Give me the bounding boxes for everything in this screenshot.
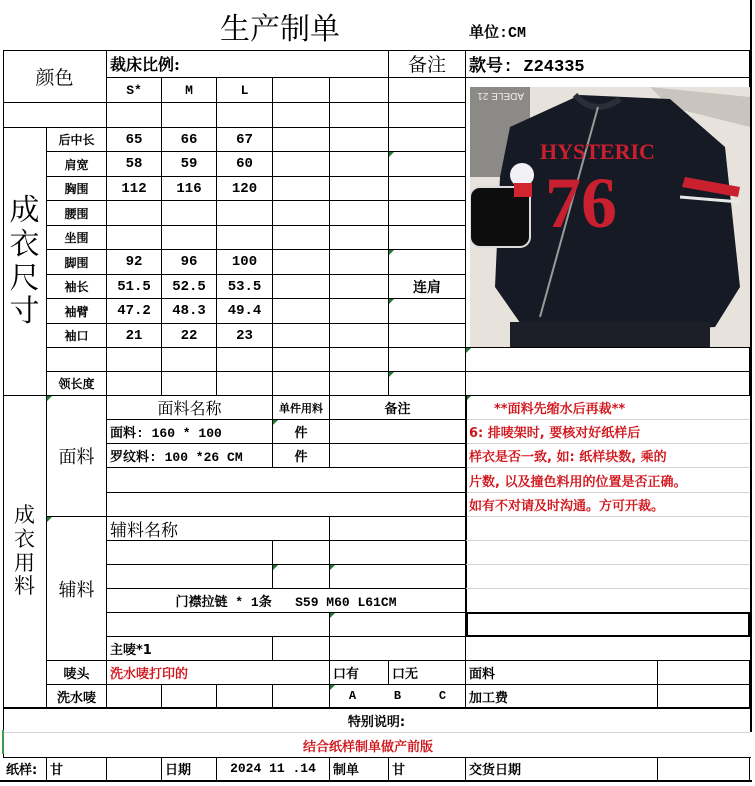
note-line-5: 如有不对请及时沟通。方可开裁。 bbox=[466, 493, 750, 517]
label-row-label: 唛头 bbox=[47, 661, 107, 685]
materials-section-label bbox=[3, 396, 47, 708]
measurement-name: 胸围 bbox=[47, 177, 107, 201]
accessory-row[interactable] bbox=[107, 565, 273, 589]
svg-text:HYSTERIC: HYSTERIC bbox=[540, 139, 655, 164]
fabric-row-1-remark[interactable] bbox=[330, 420, 466, 444]
measurement-s[interactable]: 47.2 bbox=[107, 299, 162, 324]
measurement-s[interactable]: 51.5 bbox=[107, 275, 162, 299]
fabric-row-1-unit[interactable]: 件 bbox=[273, 420, 330, 444]
measurement-name: 坐围 bbox=[47, 226, 107, 250]
measurement-name: 袖长 bbox=[47, 275, 107, 299]
measurement-extra[interactable] bbox=[330, 372, 389, 396]
section-char: 衣 bbox=[9, 226, 40, 262]
blank-cell[interactable] bbox=[466, 372, 750, 396]
delivery-date-label: 交货日期 bbox=[466, 757, 658, 781]
measurement-m[interactable] bbox=[162, 348, 217, 372]
wash-cell[interactable] bbox=[217, 685, 273, 708]
measurement-m[interactable]: 52.5 bbox=[162, 275, 217, 299]
remark-header: 备注 bbox=[389, 50, 466, 78]
made-by-value[interactable]: 甘 bbox=[389, 757, 466, 781]
measurement-l[interactable] bbox=[217, 372, 273, 396]
accessory-row[interactable] bbox=[107, 613, 330, 637]
delivery-date-value[interactable] bbox=[658, 757, 750, 781]
processing-fee-value[interactable] bbox=[658, 685, 750, 708]
fabric-blank-row[interactable] bbox=[107, 468, 466, 493]
measurement-m[interactable]: 66 bbox=[162, 128, 217, 152]
accessory-row[interactable] bbox=[107, 541, 273, 565]
accessory-row[interactable] bbox=[330, 565, 466, 589]
measurement-s[interactable] bbox=[107, 372, 162, 396]
comment-marker bbox=[389, 299, 394, 304]
measurement-note[interactable] bbox=[389, 177, 466, 201]
accessory-row[interactable] bbox=[273, 637, 330, 661]
measurement-extra[interactable] bbox=[273, 177, 330, 201]
pattern-label: 纸样: bbox=[3, 757, 47, 781]
measurement-note[interactable] bbox=[389, 250, 466, 275]
measurement-note[interactable]: 连肩 bbox=[389, 275, 466, 299]
accessory-row[interactable] bbox=[330, 541, 466, 565]
size-col-l[interactable]: L bbox=[217, 78, 273, 103]
fabric-cost-label: 面料 bbox=[466, 661, 658, 685]
remark-cell[interactable] bbox=[389, 103, 466, 128]
footer-blank[interactable] bbox=[107, 757, 162, 781]
label-option-yes[interactable]: 口有 bbox=[330, 661, 389, 685]
measurement-note[interactable] bbox=[389, 128, 466, 152]
wash-option-b[interactable]: B bbox=[393, 689, 402, 703]
note-line-1: **面料先缩水后再裁** bbox=[466, 396, 750, 420]
measurement-l[interactable]: 23 bbox=[217, 324, 273, 348]
measurement-extra[interactable] bbox=[330, 177, 389, 201]
measurement-extra[interactable] bbox=[273, 372, 330, 396]
measurement-note[interactable] bbox=[389, 226, 466, 250]
section-char: 衣 bbox=[14, 526, 35, 551]
measurement-extra[interactable] bbox=[273, 152, 330, 177]
style-number: 款号: Z24335 bbox=[466, 50, 750, 78]
measurement-l[interactable]: 120 bbox=[217, 177, 273, 201]
comment-marker bbox=[389, 152, 394, 157]
accessory-name-header: 辅料名称 bbox=[107, 517, 330, 541]
measurement-s[interactable] bbox=[107, 201, 162, 226]
wash-options[interactable] bbox=[330, 685, 466, 708]
measurement-name: 肩宽 bbox=[47, 152, 107, 177]
measurement-note[interactable] bbox=[389, 152, 466, 177]
measurement-extra[interactable] bbox=[330, 299, 389, 324]
section-char: 成 bbox=[14, 503, 35, 528]
section-char: 尺 bbox=[9, 260, 40, 296]
measurement-m[interactable]: 96 bbox=[162, 250, 217, 275]
measurement-s[interactable]: 112 bbox=[107, 177, 162, 201]
processing-fee-label: 加工费 bbox=[466, 685, 658, 708]
measurement-note[interactable] bbox=[389, 348, 466, 372]
ratio-cell[interactable] bbox=[107, 103, 162, 128]
wash-cell[interactable] bbox=[107, 685, 162, 708]
measurement-extra[interactable] bbox=[273, 348, 330, 372]
fabric-row-2-remark[interactable] bbox=[330, 444, 466, 468]
note-line-3: 样衣是否一致, 如: 纸样块数, 乘的 bbox=[466, 444, 750, 468]
measurement-name: 袖口 bbox=[47, 324, 107, 348]
measurement-extra[interactable] bbox=[273, 324, 330, 348]
measurement-s[interactable] bbox=[107, 348, 162, 372]
measurement-s[interactable]: 58 bbox=[107, 152, 162, 177]
accessory-label: 辅料 bbox=[47, 517, 107, 661]
special-note: 结合纸样制单做产前版 bbox=[303, 739, 434, 755]
accessory-remark[interactable] bbox=[330, 517, 466, 541]
measurement-note[interactable] bbox=[389, 372, 466, 396]
fabric-cost-value[interactable] bbox=[658, 661, 750, 685]
wash-option-c[interactable]: C bbox=[438, 689, 447, 703]
measurement-name: 袖臂 bbox=[47, 299, 107, 324]
measurement-note[interactable] bbox=[389, 324, 466, 348]
wash-cell[interactable] bbox=[273, 685, 330, 708]
measurement-extra[interactable] bbox=[330, 152, 389, 177]
remark-cell[interactable] bbox=[389, 78, 466, 103]
color-cell[interactable] bbox=[3, 103, 107, 128]
svg-text:76: 76 bbox=[545, 163, 617, 243]
comment-marker bbox=[389, 250, 394, 255]
measurement-extra[interactable] bbox=[273, 275, 330, 299]
size-col-4[interactable] bbox=[273, 78, 330, 103]
measurement-name: 后中长 bbox=[47, 128, 107, 152]
measurement-name: 脚围 bbox=[47, 250, 107, 275]
measurement-l[interactable]: 60 bbox=[217, 152, 273, 177]
measurement-name: 腰围 bbox=[47, 201, 107, 226]
page-title: 生产制单 bbox=[220, 12, 340, 47]
main-label-row[interactable]: 主唛*1 bbox=[107, 637, 273, 661]
measurement-name bbox=[47, 348, 107, 372]
measurement-extra[interactable] bbox=[330, 250, 389, 275]
cut-ratio-label: 裁床比例: bbox=[107, 50, 389, 78]
measurement-l[interactable]: 67 bbox=[217, 128, 273, 152]
measurement-l[interactable] bbox=[217, 226, 273, 250]
wash-cell[interactable] bbox=[162, 685, 217, 708]
blank-cell[interactable] bbox=[466, 565, 750, 589]
blank-cell[interactable] bbox=[466, 348, 750, 372]
fabric-row-1[interactable]: 面料: 160 * 100 bbox=[107, 420, 273, 444]
measurement-extra[interactable] bbox=[273, 226, 330, 250]
selected-cell[interactable] bbox=[466, 612, 750, 637]
measurement-m[interactable]: 22 bbox=[162, 324, 217, 348]
label-row-value[interactable]: 洗水唛打印的 bbox=[107, 661, 330, 685]
unit-usage-header: 单件用料 bbox=[273, 396, 330, 420]
accessory-row[interactable] bbox=[330, 637, 466, 661]
measurement-note[interactable] bbox=[389, 201, 466, 226]
wash-label-label: 洗水唛 bbox=[47, 685, 107, 708]
blank-cell[interactable] bbox=[466, 541, 750, 565]
measurement-s[interactable]: 21 bbox=[107, 324, 162, 348]
size-col-m[interactable]: M bbox=[162, 78, 217, 103]
comment-marker bbox=[330, 565, 335, 570]
color-label: 颜色 bbox=[3, 50, 107, 103]
special-instructions-label: 特别说明: bbox=[3, 708, 750, 733]
comment-marker bbox=[389, 372, 394, 377]
measurement-extra[interactable] bbox=[273, 250, 330, 275]
comment-marker bbox=[47, 517, 52, 522]
comment-marker bbox=[47, 396, 52, 401]
measurement-m[interactable]: 59 bbox=[162, 152, 217, 177]
comment-marker bbox=[273, 420, 278, 425]
measurements-section-label bbox=[3, 128, 47, 396]
measurement-l[interactable] bbox=[217, 348, 273, 372]
measurement-m[interactable]: 48.3 bbox=[162, 299, 217, 324]
section-char: 用 bbox=[14, 550, 35, 575]
measurement-note[interactable] bbox=[389, 299, 466, 324]
size-col-s[interactable]: S* bbox=[107, 78, 162, 103]
fabric-name-header: 面料名称 bbox=[107, 396, 273, 420]
measurement-s[interactable]: 65 bbox=[107, 128, 162, 152]
ratio-cell[interactable] bbox=[273, 103, 330, 128]
date-label: 日期 bbox=[162, 757, 217, 781]
accessory-row[interactable] bbox=[330, 613, 466, 637]
section-char: 寸 bbox=[9, 294, 40, 330]
measurement-l[interactable]: 100 bbox=[217, 250, 273, 275]
comment-marker bbox=[273, 565, 278, 570]
measurement-m[interactable] bbox=[162, 372, 217, 396]
fabric-blank-row[interactable] bbox=[107, 493, 466, 517]
measurement-l[interactable]: 53.5 bbox=[217, 275, 273, 299]
blank-cell[interactable] bbox=[466, 517, 750, 541]
measurement-l[interactable]: 49.4 bbox=[217, 299, 273, 324]
label-option-no[interactable]: 口无 bbox=[389, 661, 466, 685]
measurement-extra[interactable] bbox=[273, 128, 330, 152]
unit-label: 单位:CM bbox=[469, 24, 527, 42]
wash-option-a[interactable]: A bbox=[348, 689, 357, 703]
measurement-name: 领长度 bbox=[47, 372, 107, 396]
section-char: 料 bbox=[14, 574, 35, 599]
measurement-m[interactable] bbox=[162, 226, 217, 250]
ratio-cell[interactable] bbox=[162, 103, 217, 128]
measurement-extra[interactable] bbox=[330, 128, 389, 152]
measurement-s[interactable]: 92 bbox=[107, 250, 162, 275]
comment-marker bbox=[330, 613, 335, 618]
note-line-2: 6: 排唛架时, 要核对好纸样后 bbox=[466, 420, 750, 444]
measurement-l[interactable] bbox=[217, 201, 273, 226]
measurement-extra[interactable] bbox=[330, 201, 389, 226]
accessory-row[interactable] bbox=[273, 541, 330, 565]
size-col-5[interactable] bbox=[330, 78, 389, 103]
accessory-row[interactable] bbox=[273, 565, 330, 589]
date-value[interactable]: 2024 11 .14 bbox=[217, 757, 330, 781]
fabric-row-2-unit[interactable]: 件 bbox=[273, 444, 330, 468]
jacket-image bbox=[470, 87, 750, 347]
measurement-extra[interactable] bbox=[273, 299, 330, 324]
svg-text:ADELE 21: ADELE 21 bbox=[477, 90, 524, 101]
comment-marker bbox=[330, 685, 335, 690]
measurement-extra[interactable] bbox=[330, 348, 389, 372]
garment-photo bbox=[470, 87, 750, 347]
fabric-label: 面料 bbox=[47, 396, 107, 517]
made-by-label: 制单 bbox=[330, 757, 389, 781]
note-line-4: 片数, 以及撞色料用的位置是否正确。 bbox=[466, 468, 750, 493]
measurement-s[interactable] bbox=[107, 226, 162, 250]
section-char: 成 bbox=[9, 193, 40, 229]
measurement-m[interactable]: 116 bbox=[162, 177, 217, 201]
measurement-extra[interactable] bbox=[273, 201, 330, 226]
blank-cell[interactable] bbox=[466, 637, 750, 661]
measurement-m[interactable] bbox=[162, 201, 217, 226]
fabric-row-2[interactable]: 罗纹料: 100 *26 CM bbox=[107, 444, 273, 468]
zipper-row[interactable]: 门襟拉链 * 1条 S59 M60 L61CM bbox=[107, 589, 466, 613]
measurement-extra[interactable] bbox=[330, 324, 389, 348]
ratio-cell[interactable] bbox=[217, 103, 273, 128]
ratio-cell[interactable] bbox=[330, 103, 389, 128]
measurement-extra[interactable] bbox=[330, 275, 389, 299]
pattern-maker[interactable]: 甘 bbox=[47, 757, 107, 781]
fabric-remark-header: 备注 bbox=[330, 396, 466, 420]
measurement-extra[interactable] bbox=[330, 226, 389, 250]
